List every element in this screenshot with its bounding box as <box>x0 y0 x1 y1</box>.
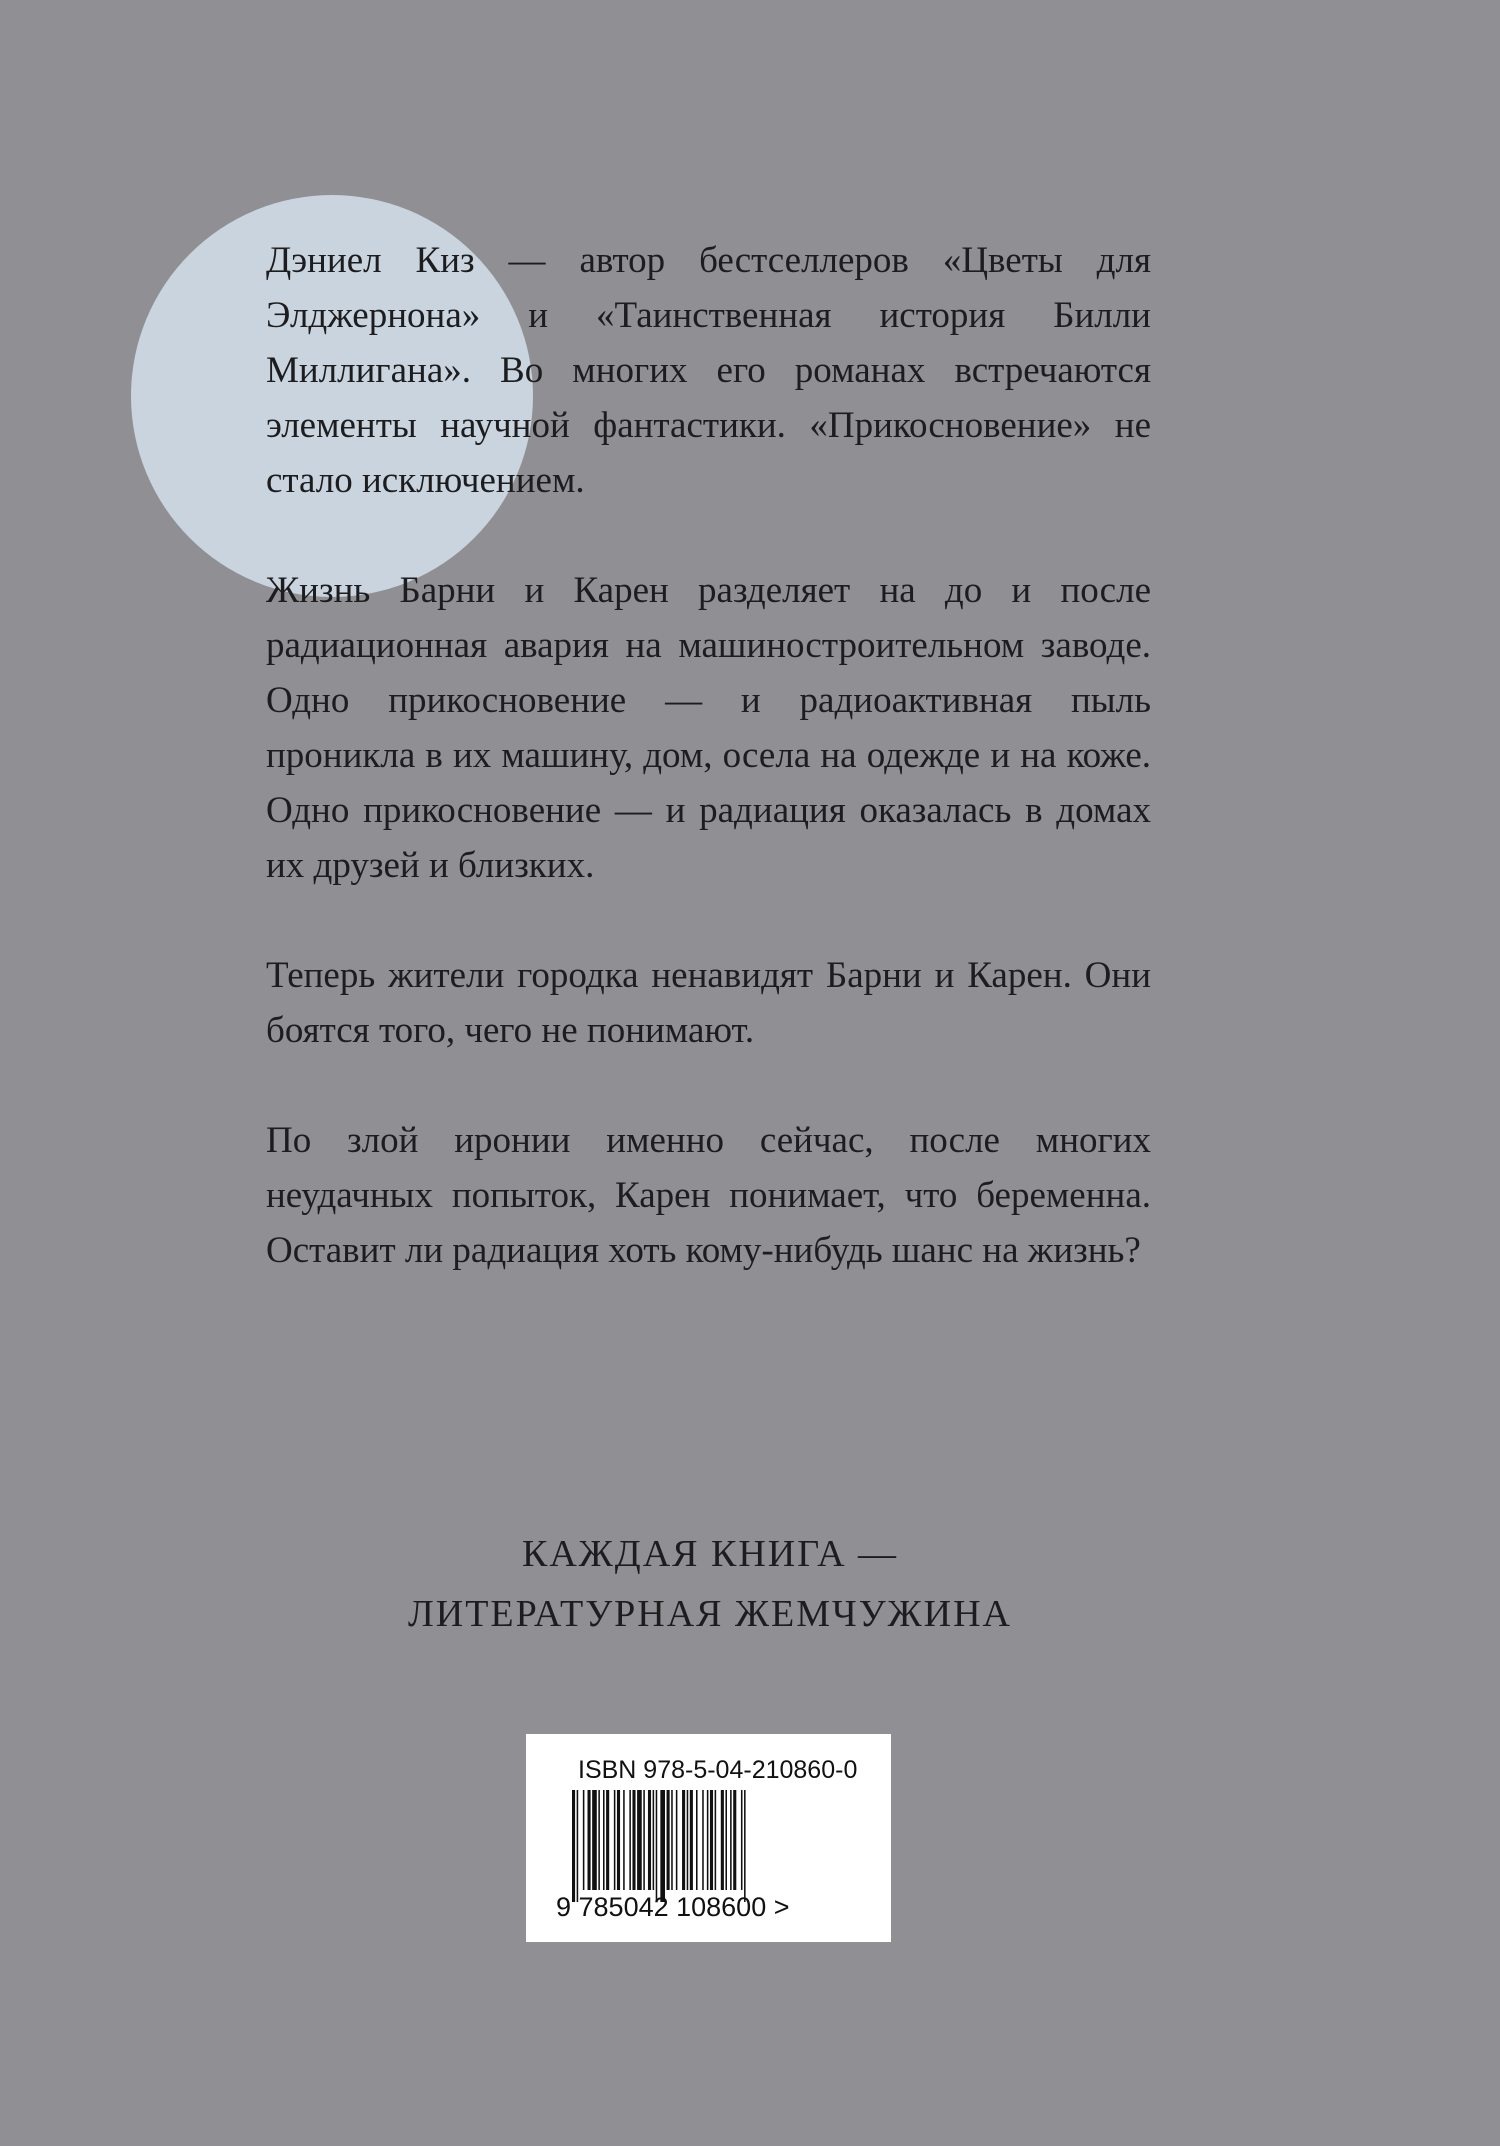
barcode-bar <box>623 1790 625 1890</box>
barcode-bar <box>648 1790 651 1890</box>
barcode-bar <box>637 1790 642 1890</box>
barcode-bar <box>592 1790 597 1890</box>
barcode-bar <box>702 1790 704 1890</box>
barcode-bar <box>690 1790 693 1890</box>
blurb-paragraph-3: Теперь жители городка ненавидят Барни и Карен. Они боятся того, чего не понимают. <box>266 955 1151 1051</box>
barcode-bar <box>671 1790 673 1890</box>
barcode-bar <box>744 1790 746 1902</box>
barcode-bar <box>583 1790 585 1890</box>
barcode-bars <box>572 1790 842 1902</box>
barcode-bar <box>730 1790 732 1890</box>
blurb-paragraph-1: Дэниел Киз — автор бестселлеров «Цветы для Элджернона» и «Таинственная история Билли Миллигана». Во многих его романах встречаются элементы научной фантастики. «Прикосновение» не стало исключением. <box>266 240 1151 501</box>
barcode-bar <box>721 1790 724 1890</box>
tagline-line-1: КАЖДАЯ КНИГА — <box>521 1533 899 1575</box>
barcode-bar <box>715 1790 717 1890</box>
barcode-bar <box>707 1790 709 1890</box>
barcode-bar <box>741 1790 743 1890</box>
ean-digits: 9 785042 108600 > <box>556 1892 790 1922</box>
blurb-paragraph-2: Жизнь Барни и Карен разделяет на до и после радиационная авария на машиностроительном заводе. Одно прикосновение — и радиоактивная пыль проникла в их машину, дом, осела на одежде и на коже. Одно прикосновение — и радиация оказалась в домах их друзей и близких. <box>266 570 1151 886</box>
series-tagline <box>0 1524 1420 1644</box>
barcode-bar <box>653 1790 655 1890</box>
barcode-bar <box>572 1790 575 1902</box>
barcode-bar <box>682 1790 685 1890</box>
barcode-bar <box>588 1790 591 1890</box>
blurb-paragraph-4: По злой иронии именно сейчас, после многих неудачных попыток, Карен понимает, что беременна. Оставит ли радиация хоть кому-нибудь шанс на жизнь? <box>266 1120 1151 1271</box>
barcode-bar <box>603 1790 605 1890</box>
barcode-bar <box>710 1790 713 1890</box>
barcode-bar <box>733 1790 736 1890</box>
barcode-bar <box>667 1790 670 1890</box>
barcode-graphic <box>572 1790 842 1902</box>
barcode-bar <box>660 1790 665 1902</box>
barcode-bar <box>614 1790 616 1890</box>
barcode-bar <box>598 1790 600 1890</box>
blurb-text <box>266 233 1151 1278</box>
barcode-bar <box>687 1790 689 1890</box>
barcode-bar <box>676 1790 678 1890</box>
barcode-bar <box>577 1790 579 1902</box>
tagline-line-2: ЛИТЕРАТУРНАЯ ЖЕМЧУЖИНА <box>407 1593 1013 1635</box>
barcode-bar <box>629 1790 631 1890</box>
isbn-label: ISBN 978-5-04-210860-0 <box>578 1756 858 1784</box>
barcode-bar <box>643 1790 645 1890</box>
barcode-bar <box>656 1790 658 1902</box>
barcode-bar <box>632 1790 635 1890</box>
barcode-bar <box>606 1790 609 1890</box>
isbn-barcode <box>526 1734 891 1942</box>
barcode-bar <box>696 1790 698 1890</box>
barcode-bar <box>725 1790 727 1890</box>
barcode-bar <box>617 1790 620 1890</box>
